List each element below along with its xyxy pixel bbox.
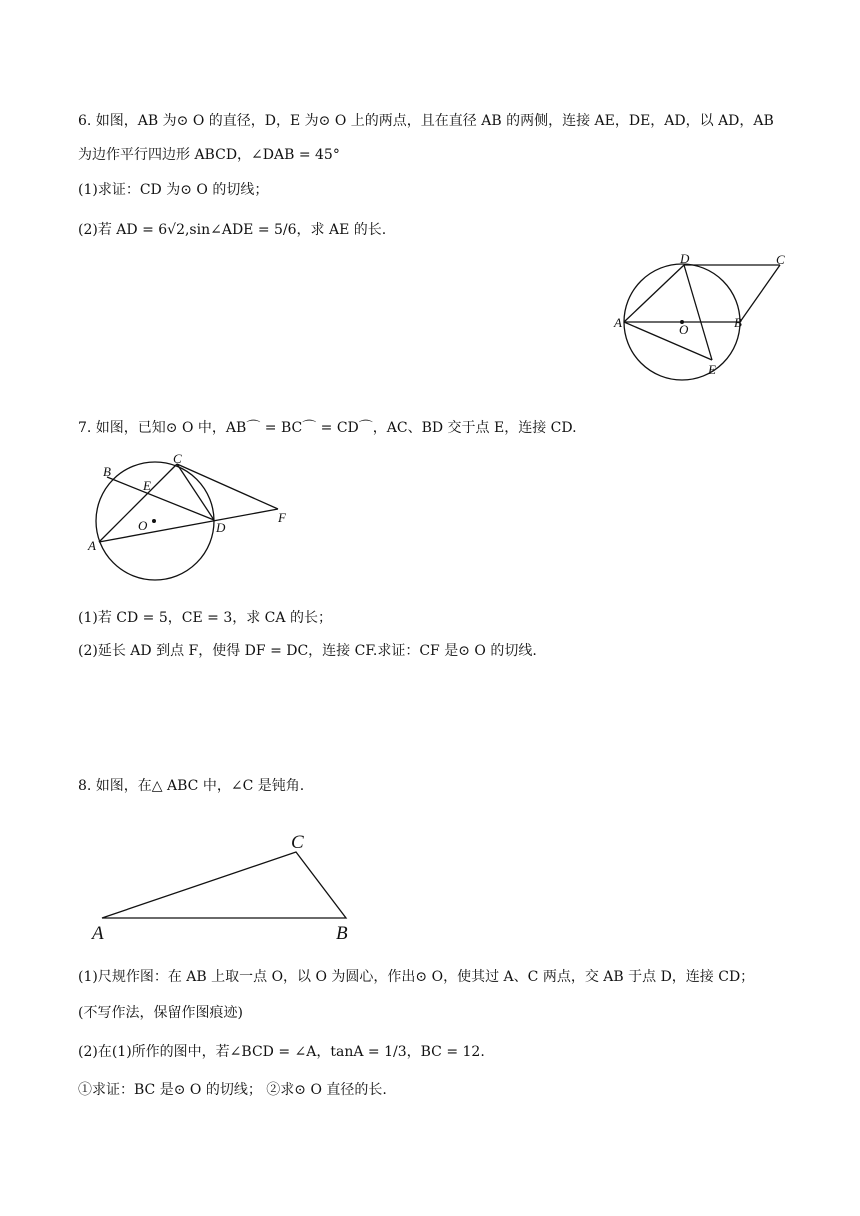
q8-stem: 8. 如图，在△ ABC 中，∠C 是钝角.	[78, 778, 305, 794]
q7-line-af	[99, 509, 278, 542]
q8-part2-subquestions: ①求证：BC 是⊙ O 的切线； ②求⊙ O 直径的长.	[78, 1082, 387, 1098]
q6-label-a: A	[614, 315, 622, 330]
q8-triangle-abc	[102, 852, 346, 918]
q6-segment-bc	[740, 265, 780, 322]
q7-label-d: D	[216, 520, 226, 535]
q6-label-b: B	[734, 315, 742, 330]
q6-label-o: O	[679, 322, 689, 337]
q7-label-c: C	[173, 451, 182, 466]
q6-stem-line1: 6. 如图，AB 为⊙ O 的直径，D，E 为⊙ O 上的两点，且在直径 AB 的两侧，连接 AE，DE，AD，以 AD，AB	[78, 113, 774, 129]
q6-stem-line2: 为边作平行四边形 ABCD，∠DAB = 45°	[78, 147, 340, 163]
q7-center-dot	[152, 519, 156, 523]
q8-part1-line2: (不写作法，保留作图痕迹)	[78, 1005, 243, 1021]
q6-label-d: D	[680, 251, 690, 266]
q8-part1-line1: (1)尺规作图：在 AB 上取一点 O，以 O 为圆心，作出⊙ O，使其过 A、C 两点，交 AB 于点 D，连接 CD；	[78, 969, 755, 985]
q8-label-a: A	[92, 923, 104, 944]
q6-part1: (1)求证：CD 为⊙ O 的切线；	[78, 182, 269, 198]
q6-segment-de	[684, 265, 712, 360]
q8-label-c: C	[291, 832, 304, 853]
q7-label-f: F	[278, 510, 286, 525]
q8-part2: (2)在(1)所作的图中，若∠BCD = ∠A，tanA = 1/3，BC = 12.	[78, 1044, 485, 1060]
q6-figure	[600, 245, 800, 385]
q6-label-c: C	[776, 252, 785, 267]
q7-part2: (2)延长 AD 到点 F，使得 DF = DC，连接 CF.求证：CF 是⊙ O 的切线.	[78, 643, 537, 659]
q7-segment-bd	[107, 477, 214, 520]
q6-segment-ad	[624, 265, 684, 322]
q7-label-o: O	[138, 518, 148, 533]
q7-label-a: A	[88, 538, 96, 553]
q8-figure	[88, 822, 368, 947]
q7-part1: (1)若 CD = 5，CE = 3，求 CA 的长；	[78, 610, 332, 626]
q7-figure	[80, 448, 300, 588]
q6-part2: (2)若 AD = 6√2,sin∠ADE = 5/6，求 AE 的长.	[78, 222, 387, 238]
q7-label-e: E	[143, 478, 151, 493]
q6-segment-ae	[624, 322, 712, 360]
q6-label-e: E	[708, 362, 716, 377]
q7-label-b: B	[103, 464, 111, 479]
q8-label-b: B	[336, 923, 348, 944]
q7-stem: 7. 如图，已知⊙ O 中，AB⌒ = BC⌒ = CD⌒，AC、BD 交于点 E，连接 CD.	[78, 420, 577, 436]
